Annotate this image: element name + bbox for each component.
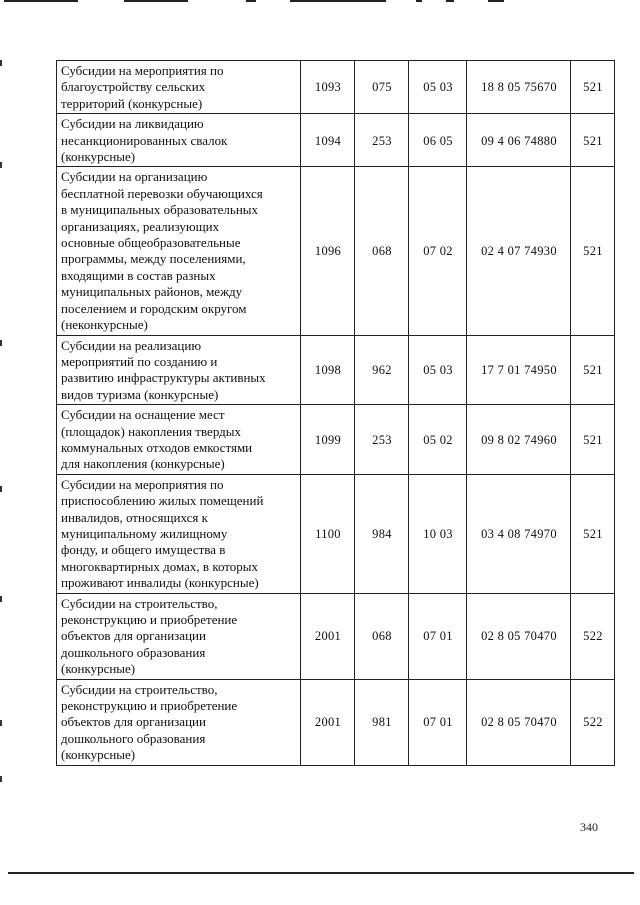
expense-type-cell: 521: [571, 61, 615, 114]
subsidy-name-line: (конкурсные): [61, 747, 136, 763]
subsidy-name-cell: [57, 679, 301, 765]
code-cell: 1093: [301, 61, 355, 114]
code-cell: 2001: [301, 593, 355, 679]
subsidy-name-line: инвалидов, относящихся к: [61, 509, 208, 525]
subsidy-name-cell: [57, 167, 301, 335]
subsidy-name-line: мероприятий по созданию и: [61, 353, 218, 369]
dept-cell: 984: [355, 474, 409, 593]
subsidy-name-line: организациях, реализующих: [61, 218, 220, 234]
table-row: [57, 167, 615, 335]
subsidy-name-line: реконструкцию и приобретение: [61, 612, 238, 627]
table-row: [57, 335, 615, 405]
dept-cell: 253: [355, 114, 409, 167]
subsidy-name-line: Субсидии на реализацию: [61, 337, 202, 353]
subsidy-name-line: приспособлению жилых помещений: [61, 493, 264, 509]
subsidy-name-line: входящими в состав разных: [61, 267, 216, 283]
subsidy-name-line: Субсидии на организацию: [61, 169, 208, 185]
target-article-cell: 09 8 02 74960: [467, 405, 571, 475]
subsidy-name-line: для накопления (конкурсные): [61, 456, 225, 472]
subsidy-name-line: коммунальных отходов емкостями: [61, 439, 253, 455]
table-row: [57, 405, 615, 475]
subsidy-name-line: Субсидии на строительство,: [61, 681, 218, 697]
subsidy-name-cell: [57, 593, 301, 679]
target-article-cell: 02 4 07 74930: [467, 167, 571, 335]
expense-type-cell: 521: [571, 335, 615, 405]
subsidy-name-line: благоустройству сельских: [61, 79, 206, 95]
target-article-cell: 02 8 05 70470: [467, 593, 571, 679]
section-cell: 06 05: [409, 114, 467, 167]
dept-cell: 981: [355, 679, 409, 765]
subsidy-name-line: дошкольного образования: [61, 644, 206, 660]
dept-cell: 253: [355, 405, 409, 475]
subsidy-name-line: в муниципальных образовательных: [61, 202, 259, 218]
target-article-cell: 02 8 05 70470: [467, 679, 571, 765]
subsidy-name-line: основные общеобразовательные: [61, 235, 241, 251]
subsidy-name-line: объектов для организации: [61, 628, 206, 644]
subsidy-name-cell: [57, 405, 301, 475]
section-cell: 07 01: [409, 679, 467, 765]
expense-type-cell: 522: [571, 679, 615, 765]
code-cell: 1094: [301, 114, 355, 167]
subsidy-name-line: (конкурсные): [61, 149, 136, 165]
expense-type-cell: 521: [571, 474, 615, 593]
target-article-cell: 18 8 05 75670: [467, 61, 571, 114]
subsidy-name-line: бесплатной перевозки обучающихся: [61, 185, 263, 201]
target-article-cell: 09 4 06 74880: [467, 114, 571, 167]
section-cell: 07 02: [409, 167, 467, 335]
subsidy-name-line: (конкурсные): [61, 661, 136, 677]
dept-cell: 068: [355, 593, 409, 679]
subsidy-name-line: территорий (конкурсные): [61, 95, 203, 111]
table-row: [57, 61, 615, 114]
subsidies-table: [56, 60, 615, 766]
section-cell: 05 02: [409, 405, 467, 475]
subsidy-name-line: поселением и городским округом: [61, 300, 247, 316]
code-cell: 1098: [301, 335, 355, 405]
section-cell: 07 01: [409, 593, 467, 679]
page-number: 340: [580, 820, 598, 834]
subsidy-name-cell: [57, 335, 301, 405]
expense-type-cell: 522: [571, 593, 615, 679]
code-cell: 2001: [301, 679, 355, 765]
subsidy-name-line: реконструкцию и приобретение: [61, 698, 238, 714]
subsidy-name-line: проживают инвалиды (конкурсные): [61, 575, 259, 591]
table-row: [57, 474, 615, 593]
subsidy-name-line: объектов для организации: [61, 714, 206, 730]
code-cell: 1096: [301, 167, 355, 335]
target-article-cell: 03 4 08 74970: [467, 474, 571, 593]
section-cell: 05 03: [409, 61, 467, 114]
expense-type-cell: 521: [571, 167, 615, 335]
subsidy-name-cell: [57, 114, 301, 167]
subsidy-name-line: муниципальному жилищному: [61, 525, 228, 541]
target-article-cell: 17 7 01 74950: [467, 335, 571, 405]
table-row: [57, 679, 615, 765]
subsidy-name-line: развитию инфраструктуры активных: [61, 370, 266, 386]
subsidy-name-cell: [57, 474, 301, 593]
subsidy-name-line: многоквартирных домах, в которых: [61, 558, 259, 574]
subsidy-name-line: видов туризма (конкурсные): [61, 386, 219, 402]
section-cell: 05 03: [409, 335, 467, 405]
code-cell: 1100: [301, 474, 355, 593]
section-cell: 10 03: [409, 474, 467, 593]
subsidy-name-line: муниципальных районов, между: [61, 284, 243, 300]
subsidy-name-line: Субсидии на ликвидацию: [61, 116, 204, 132]
subsidy-name-line: (площадок) накопления твердых: [61, 423, 241, 439]
expense-type-cell: 521: [571, 405, 615, 475]
expense-type-cell: 521: [571, 114, 615, 167]
subsidy-name-line: фонду, и общего имущества в: [61, 542, 226, 558]
code-cell: 1099: [301, 405, 355, 475]
subsidy-name-line: Субсидии на оснащение мест: [61, 407, 225, 423]
subsidy-name-line: программы, между поселениями,: [61, 251, 246, 267]
subsidy-name-cell: [57, 61, 301, 114]
subsidy-name-line: дошкольного образования: [61, 730, 206, 746]
subsidy-name-line: Субсидии на мероприятия по: [61, 63, 224, 78]
table-row: [57, 114, 615, 167]
bottom-edge-rule: [8, 872, 634, 874]
dept-cell: 962: [355, 335, 409, 405]
dept-cell: 075: [355, 61, 409, 114]
top-edge-rule: [0, 0, 640, 4]
subsidy-name-line: Субсидии на строительство,: [61, 595, 218, 611]
subsidy-name-line: Субсидии на мероприятия по: [61, 476, 224, 492]
subsidy-name-line: несанкционированных свалок: [61, 132, 228, 148]
table-row: [57, 593, 615, 679]
subsidy-name-line: (неконкурсные): [61, 317, 148, 333]
dept-cell: 068: [355, 167, 409, 335]
